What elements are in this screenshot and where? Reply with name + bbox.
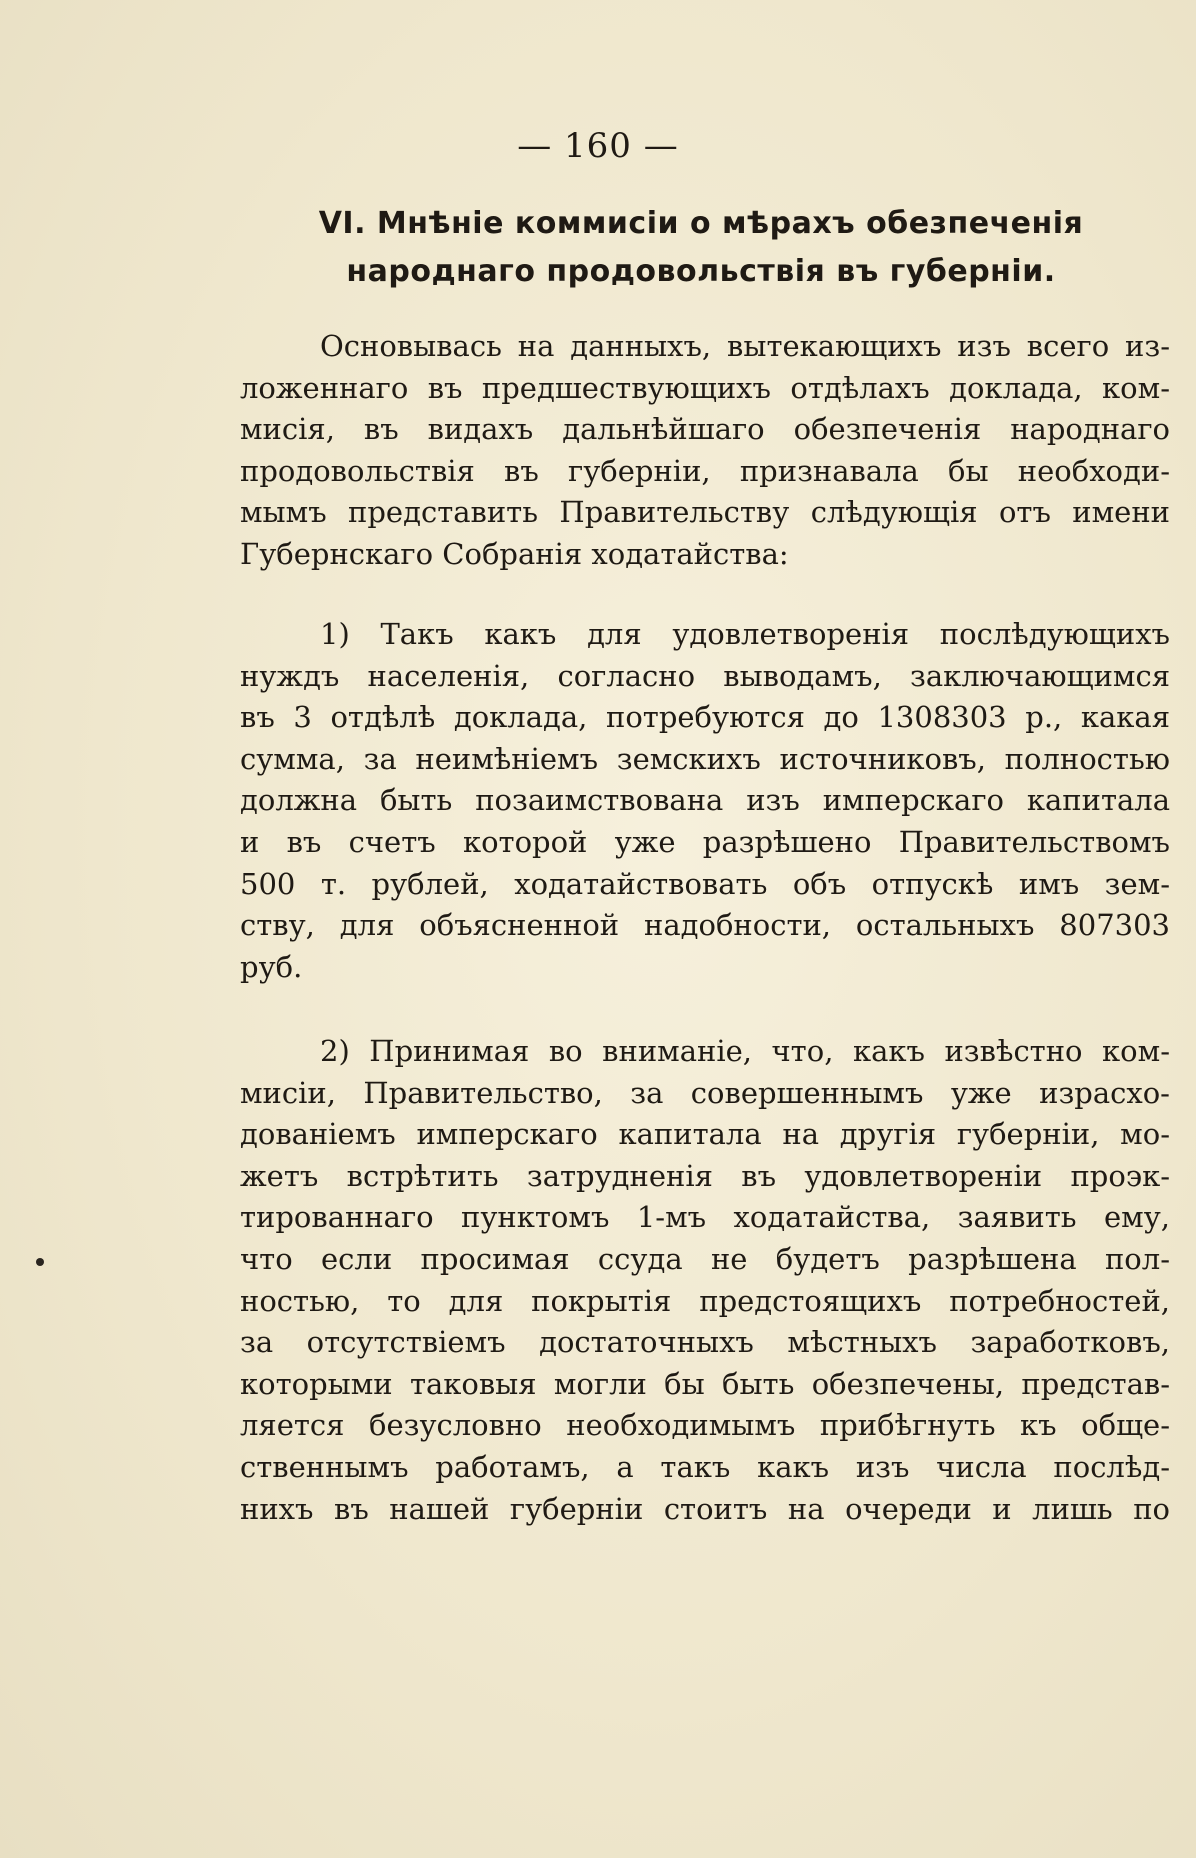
paragraph-point-2 — [240, 1031, 1170, 1530]
text-line: Основывась на данныхъ, вытекающихъ изъ всего из- — [320, 329, 1170, 363]
text-line: продовольствія въ губерніи, признавала бы необходи- — [240, 453, 1170, 488]
text-line: мисія, въ видахъ дальнѣйшаго обезпеченія народнаго — [240, 412, 1170, 447]
margin-ink-dot — [36, 1258, 44, 1266]
text-line: ству, для объясненной надобности, остальныхъ 807303 — [240, 908, 1170, 943]
text-line: Губернскаго Собранія ходатайства: — [240, 536, 789, 571]
text-line: должна быть позаимствована изъ имперскаго капитала — [240, 783, 1170, 818]
text-line: тированнаго пунктомъ 1-мъ ходатайства, заявить ему, — [240, 1200, 1170, 1235]
text-line: жетъ встрѣтить затрудненія въ удовлетвореніи проэк- — [240, 1158, 1170, 1193]
text-line: мымъ представить Правительству слѣдующія отъ имени — [240, 495, 1170, 530]
paragraph-intro — [240, 326, 1170, 576]
text-line: и въ счетъ которой уже разрѣшено Правительствомъ — [240, 824, 1170, 859]
text-line: руб. — [240, 949, 303, 984]
text-line: ляется безусловно необходимымъ прибѣгнуть къ обще- — [240, 1408, 1170, 1443]
text-line: дованіемъ имперскаго капитала на другія губерніи, мо- — [240, 1117, 1170, 1152]
page-number: — 160 — — [517, 126, 679, 166]
paragraph-point-1 — [240, 614, 1170, 988]
text-line: въ 3 отдѣлѣ доклада, потребуются до 1308303 р., какая — [240, 700, 1170, 735]
section-heading-line-2: народнаго продовольствія въ губерніи. — [346, 254, 1056, 289]
text-line: ственнымъ работамъ, а такъ какъ изъ числа послѣд- — [240, 1449, 1170, 1484]
text-line: 2) Принимая во вниманіе, что, какъ извѣстно ком- — [320, 1034, 1170, 1068]
text-line: 1) Такъ какъ для удовлетворенія послѣдующихъ — [320, 617, 1170, 651]
text-line: сумма, за неимѣніемъ земскихъ источниковъ, полностью — [240, 741, 1170, 776]
text-line: 500 т. рублей, ходатайствовать объ отпускѣ имъ зем- — [240, 866, 1170, 901]
text-line: что если просимая ссуда не будетъ разрѣшена пол- — [240, 1241, 1170, 1276]
section-heading-line-1: VI. Мнѣніе коммисіи о мѣрахъ обезпеченія — [318, 206, 1084, 241]
text-line: которыми таковыя могли бы быть обезпечены, представ- — [240, 1366, 1170, 1401]
text-line: мисіи, Правительство, за совершеннымъ уже израсхо- — [240, 1075, 1170, 1110]
text-line: за отсутствіемъ достаточныхъ мѣстныхъ заработковъ, — [240, 1325, 1170, 1360]
text-line: ложеннаго въ предшествующихъ отдѣлахъ доклада, ком- — [240, 370, 1170, 405]
text-line: нихъ въ нашей губерніи стоитъ на очереди и лишь по — [240, 1491, 1170, 1526]
text-line: ностью, то для покрытія предстоящихъ потребностей, — [240, 1283, 1170, 1318]
text-line: нуждъ населенія, согласно выводамъ, заключающимся — [240, 658, 1170, 693]
